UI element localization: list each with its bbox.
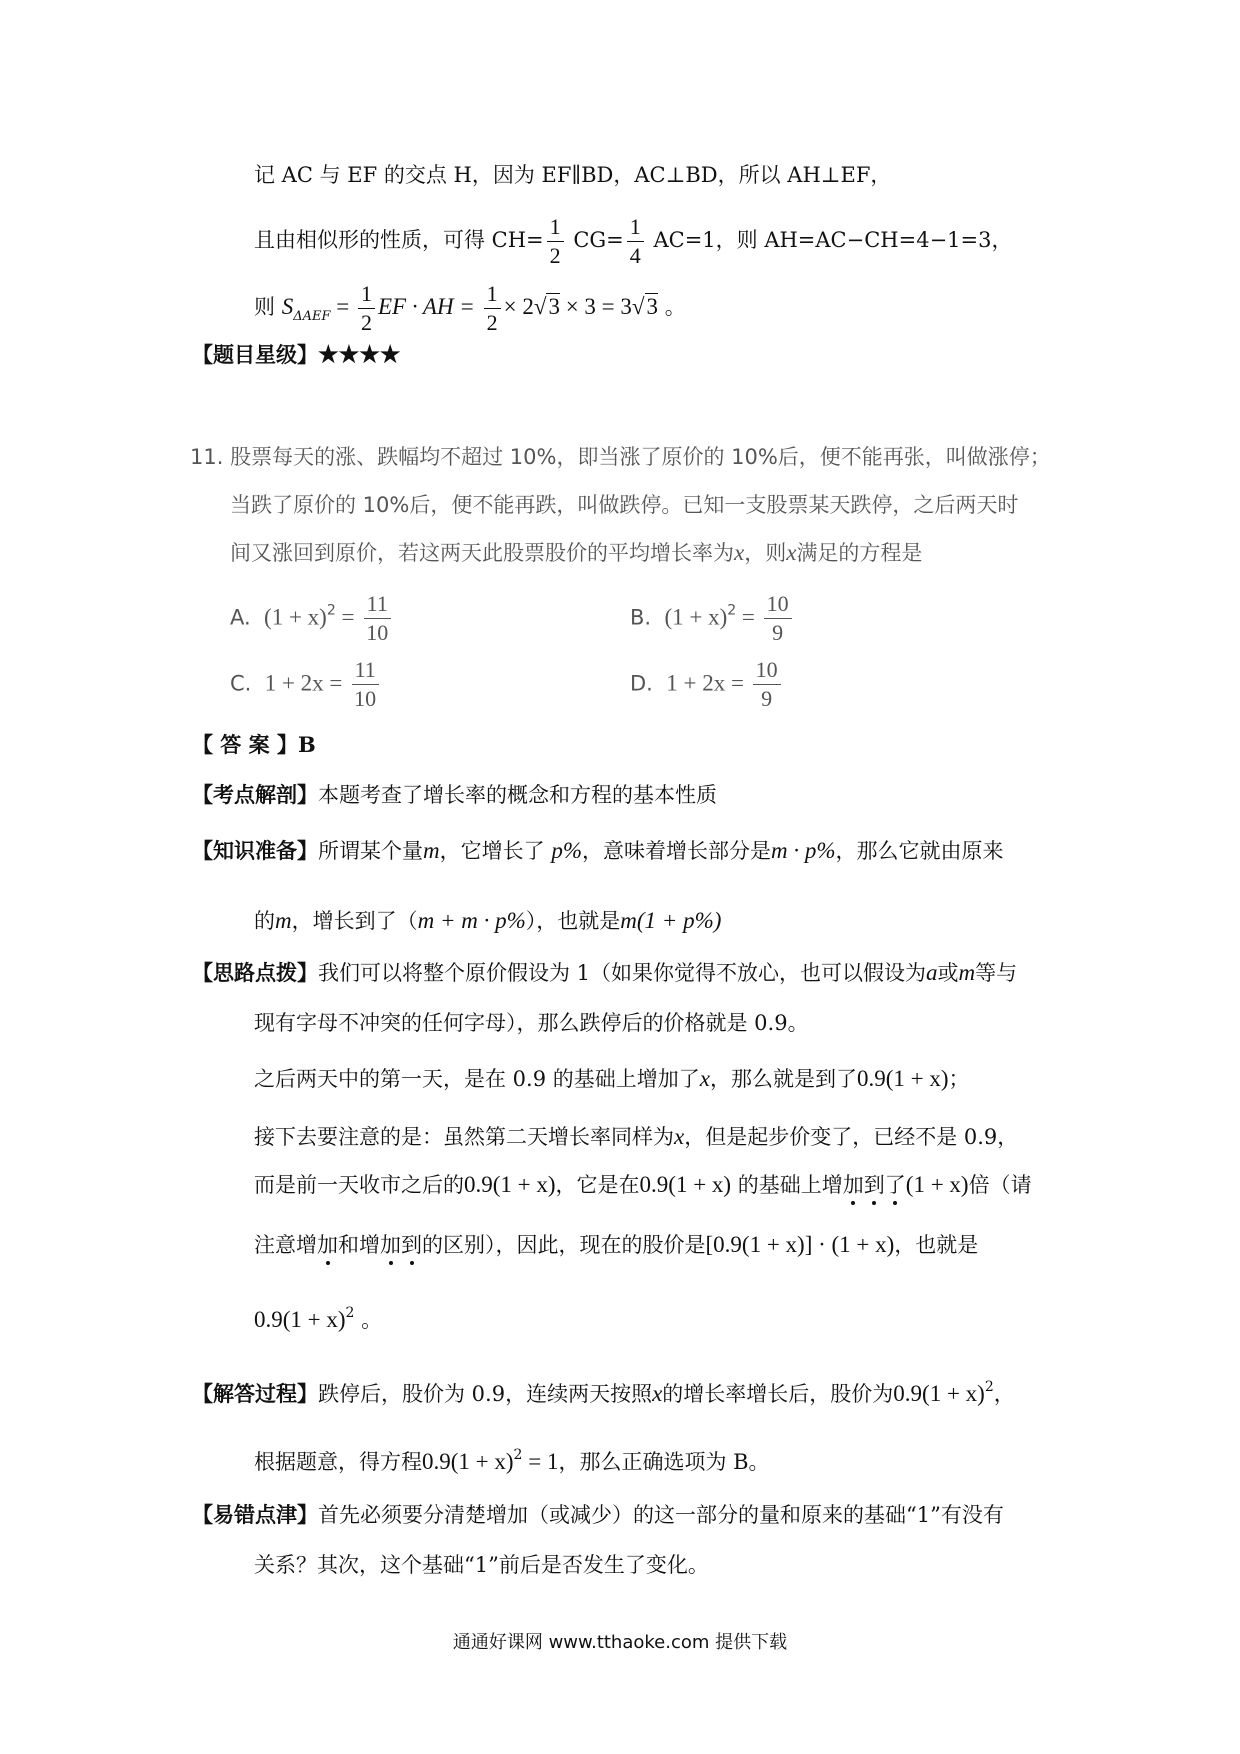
fraction: $\frac{10}{9}$ — [753, 656, 781, 713]
fraction: $\frac{1}{2}$ — [547, 213, 564, 270]
solution-line-3: 则 $S_{\Delta AEF}$ = $\frac{1}{2}$ EF · AH = $\frac{1}{2}$ × 2√3 × 3 = 3√3 。 — [254, 281, 686, 335]
question-line-3: 间又涨回到原价，若这两天此股票股价的平均增长率为x，则x满足的方程是 — [230, 540, 923, 565]
pitfall-line-2: 关系？其次，这个基础“1”前后是否发生了变化。 — [254, 1553, 709, 1577]
pitfall-line-1: 【易错点津】首先必须要分清楚增加（或减少）的这一部分的量和原来的基础“1”有没有 — [192, 1502, 1004, 1527]
knowledge-line-1: 【知识准备】所谓某个量m，它增长了 p%，意味着增长部分是m · p%，那么它就由原来 — [192, 838, 1004, 863]
knowledge-label: 【知识准备】 — [192, 838, 318, 863]
solution-process-line-1: 【解答过程】跌停后，股价为 0.9，连续两天按照x的增长率增长后，股价为$0.9(1 + x)^2$， — [192, 1379, 1015, 1406]
fraction: $\frac{1}{2}$ — [484, 280, 501, 337]
page-footer: 通通好课网 www.tthaoke.com 提供下载 — [452, 1632, 788, 1653]
question-line-1: 11. 股票每天的涨、跌幅均不超过 10%，即当涨了原价的 10%后，便不能再张，叫做涨停； — [190, 445, 1051, 469]
solution-line-1: 记 AC 与 EF 的交点 H，因为 EF∥BD，AC⊥BD，所以 AH⊥EF， — [254, 163, 892, 187]
approach-label: 【思路点拨】 — [192, 960, 318, 985]
knowledge-line-2: 的m，增长到了（m + m · p%），也就是m(1 + p%) — [254, 908, 722, 933]
rating-label: 【题目星级】 — [192, 342, 318, 367]
option-d[interactable]: D. 1 + 2x = $\frac{10}{9}$ — [630, 656, 784, 713]
answer-label: 【 答 案 】 — [192, 732, 298, 757]
fraction: $\frac{10}{9}$ — [764, 590, 792, 647]
star-rating: ★★★★ — [318, 341, 401, 368]
solution-line-2: 且由相似形的性质，可得 CH= $\frac{1}{2}$ CG= $\frac{1}{4}$ AC=1，则 AH=AC−CH=4−1=3， — [254, 214, 1013, 268]
solution-process-line-2: 根据题意，得方程$0.9(1 + x)^2 = 1$，那么正确选项为 B。 — [254, 1447, 770, 1474]
approach-line-3: 之后两天中的第一天，是在 0.9 的基础上增加了x，那么就是到了0.9(1 + x)； — [254, 1066, 970, 1091]
fraction: $\frac{11}{10}$ — [351, 656, 379, 713]
approach-line-6: 注意增加和增加到的区别），因此，现在的股价是[0.9(1 + x)] · (1 + x)，也就是 — [254, 1232, 979, 1257]
approach-line-7: $0.9(1 + x)^2$ 。 — [254, 1305, 383, 1332]
solution-label: 【解答过程】 — [192, 1381, 318, 1406]
approach-line-4: 接下去要注意的是：虽然第二天增长率同样为x，但是起步价变了，已经不是 0.9， — [254, 1124, 1019, 1149]
option-c[interactable]: C. 1 + 2x = $\frac{11}{10}$ — [230, 656, 382, 713]
sqrt-symbol: √ — [533, 294, 547, 319]
analysis-label: 【考点解剖】 — [192, 782, 318, 807]
fraction: $\frac{11}{10}$ — [363, 590, 391, 647]
fraction: $\frac{1}{4}$ — [627, 213, 644, 270]
rating-line — [192, 340, 400, 370]
pitfall-label: 【易错点津】 — [192, 1502, 318, 1527]
analysis-line: 【考点解剖】本题考查了增长率的概念和方程的基本性质 — [192, 782, 717, 807]
answer-value: B — [297, 732, 316, 757]
question-line-2: 当跌了原价的 10%后，便不能再跌，叫做跌停。已知一支股票某天跌停，之后两天时 — [230, 493, 1019, 517]
sqrt-symbol: √ — [631, 294, 645, 319]
approach-line-1: 【思路点拨】我们可以将整个原价假设为 1（如果你觉得不放心，也可以假设为a或m等与 — [192, 960, 1018, 985]
answer-line — [192, 730, 316, 760]
option-a[interactable]: A. $(1 + x)^2$ = $\frac{11}{10}$ — [230, 590, 394, 647]
fraction: $\frac{1}{2}$ — [358, 280, 375, 337]
question-number: 11. — [190, 445, 224, 469]
approach-line-2: 现有字母不冲突的任何字母），那么跌停后的价格就是 0.9。 — [254, 1011, 809, 1035]
approach-line-5: 而是前一天收市之后的0.9(1 + x)，它是在0.9(1 + x) 的基础上增加到了(1 + x)倍（请 — [254, 1172, 1032, 1197]
option-b[interactable]: B. $(1 + x)^2$ = $\frac{10}{9}$ — [630, 590, 795, 647]
